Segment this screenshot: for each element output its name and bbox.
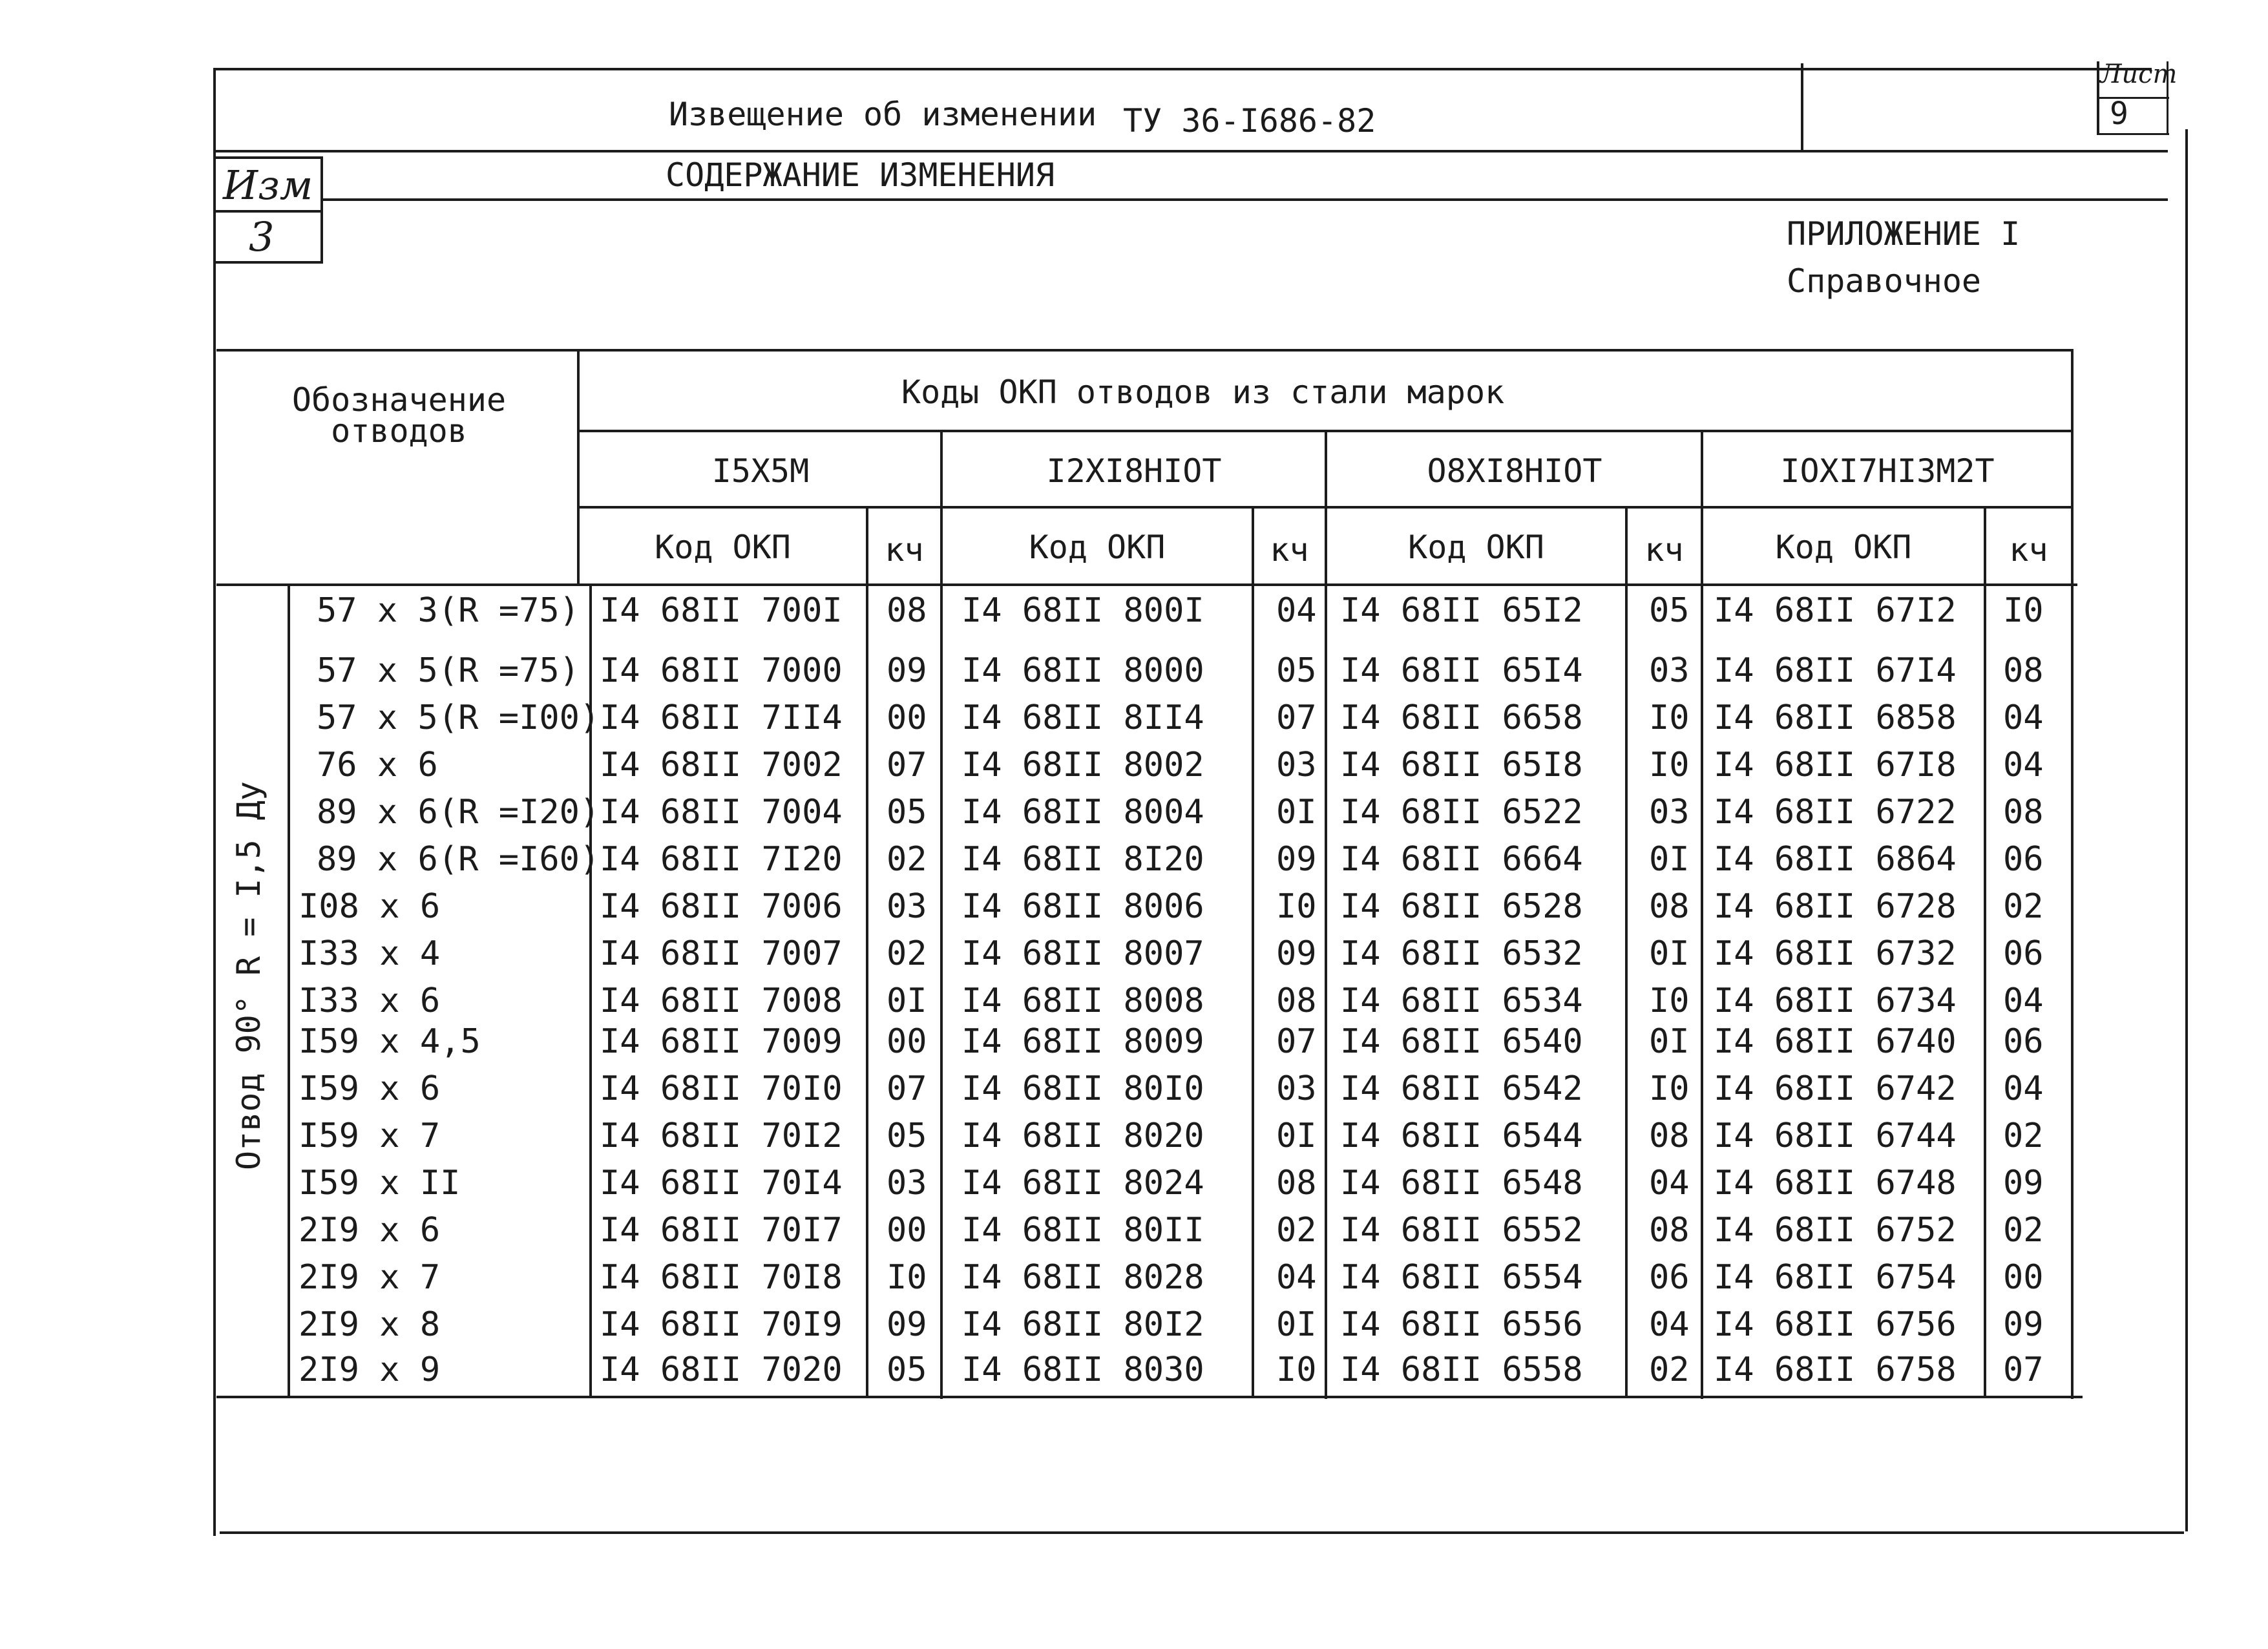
col-line-3 xyxy=(940,430,943,1399)
kch-cell: I0 xyxy=(887,1258,927,1297)
row-designation: 89 x 6(R =I60) xyxy=(317,840,600,879)
okp-code-cell: I4 68II 7007 xyxy=(600,934,843,973)
kch-cell: 08 xyxy=(1649,887,1690,926)
kch-cell: I0 xyxy=(1276,887,1317,926)
kch-cell: 0I xyxy=(1649,1022,1690,1061)
col-line-8 xyxy=(1984,506,1986,1398)
grade-0: I5X5M xyxy=(711,452,810,490)
body-top-line xyxy=(216,583,2077,586)
kch-cell: 0I xyxy=(1276,1117,1317,1155)
row-designation: 57 x 3(R =75) xyxy=(317,591,580,630)
sheet-label: Лист xyxy=(2100,59,2178,89)
sheet-number: 9 xyxy=(2110,96,2128,132)
col-line-6 xyxy=(1625,506,1628,1398)
col-line-5 xyxy=(1325,430,1327,1399)
okp-code-cell: I4 68II 7004 xyxy=(600,793,843,832)
kch-cell: I0 xyxy=(1649,746,1690,784)
kch-cell: 08 xyxy=(2003,651,2044,690)
kch-cell: 07 xyxy=(1276,698,1317,737)
content-title: СОДЕРЖАНИЕ ИЗМЕНЕНИЯ xyxy=(666,156,1055,194)
change-label: Изм xyxy=(223,162,313,209)
change-number: 3 xyxy=(249,213,275,260)
kch-cell: 00 xyxy=(2003,1258,2044,1297)
okp-code-cell: I4 68II 8000 xyxy=(961,651,1204,690)
kch-cell: 08 xyxy=(1649,1211,1690,1250)
kch-cell: I0 xyxy=(2003,591,2044,630)
okp-code-cell: I4 68II 6534 xyxy=(1340,982,1583,1020)
kch-cell: 04 xyxy=(1276,591,1317,630)
kch-cell: 05 xyxy=(1649,591,1690,630)
okp-code-cell: I4 68II 700I xyxy=(600,591,843,630)
sub-code-1: Код ОКП xyxy=(1029,529,1166,566)
okp-code-cell: I4 68II 6758 xyxy=(1714,1350,1957,1389)
kch-cell: 04 xyxy=(2003,1069,2044,1108)
row-designation: 2I9 x 6 xyxy=(299,1211,441,1250)
kch-cell: 05 xyxy=(887,793,927,832)
okp-code-cell: I4 68II 6528 xyxy=(1340,887,1583,926)
okp-code-cell: I4 68II 6540 xyxy=(1340,1022,1583,1061)
okp-code-cell: I4 68II 6754 xyxy=(1714,1258,1957,1297)
kch-cell: I0 xyxy=(1649,1069,1690,1108)
row-designation: I33 x 4 xyxy=(299,934,441,973)
okp-code-cell: I4 68II 6558 xyxy=(1340,1350,1583,1389)
okp-code-cell: I4 68II 800I xyxy=(961,591,1204,630)
okp-code-cell: I4 68II 65I8 xyxy=(1340,746,1583,784)
okp-code-cell: I4 68II 70I7 xyxy=(600,1211,843,1250)
okp-code-cell: I4 68II 8030 xyxy=(961,1350,1204,1389)
table-right-line xyxy=(2071,349,2074,1399)
kch-cell: 04 xyxy=(1649,1305,1690,1344)
kch-cell: 09 xyxy=(1276,934,1317,973)
kch-cell: 09 xyxy=(2003,1305,2044,1344)
okp-code-cell: I4 68II 6554 xyxy=(1340,1258,1583,1297)
row-designation: 89 x 6(R =I20) xyxy=(317,793,600,832)
okp-code-cell: I4 68II 6756 xyxy=(1714,1305,1957,1344)
okp-code-cell: I4 68II 6744 xyxy=(1714,1117,1957,1155)
okp-code-cell: I4 68II 70I4 xyxy=(600,1164,843,1203)
okp-code-cell: I4 68II 6858 xyxy=(1714,698,1957,737)
kch-cell: 05 xyxy=(1276,651,1317,690)
okp-code-cell: I4 68II 6748 xyxy=(1714,1164,1957,1203)
kch-cell: 03 xyxy=(1649,793,1690,832)
okp-code-cell: I4 68II 80II xyxy=(961,1211,1204,1250)
okp-code-cell: I4 68II 65I4 xyxy=(1340,651,1583,690)
col-line-side xyxy=(288,583,290,1398)
okp-code-cell: I4 68II 67I8 xyxy=(1714,746,1957,784)
appendix-subtitle: Справочное xyxy=(1787,262,1982,300)
row-designation: 57 x 5(R =I00) xyxy=(317,698,600,737)
header-designation: Обозначение отводов xyxy=(291,381,507,450)
okp-code-cell: I4 68II 70I9 xyxy=(600,1305,843,1344)
sub-kch-3: кч xyxy=(2009,531,2048,569)
col-line-2 xyxy=(866,506,868,1398)
col-line-4 xyxy=(1252,506,1254,1398)
kch-cell: 09 xyxy=(887,1305,927,1344)
kch-cell: 00 xyxy=(887,1211,927,1250)
table-top-line xyxy=(216,349,2071,352)
okp-code-cell: I4 68II 8002 xyxy=(961,746,1204,784)
okp-code-cell: I4 68II 7002 xyxy=(600,746,843,784)
okp-code-cell: I4 68II 6522 xyxy=(1340,793,1583,832)
row-designation: 76 x 6 xyxy=(317,746,438,784)
kch-cell: I0 xyxy=(1649,698,1690,737)
okp-code-cell: I4 68II 67I2 xyxy=(1714,591,1957,630)
okp-code-cell: I4 68II 80I0 xyxy=(961,1069,1204,1108)
row-designation: 2I9 x 9 xyxy=(299,1350,441,1389)
okp-code-cell: I4 68II 6752 xyxy=(1714,1211,1957,1250)
okp-code-cell: I4 68II 8004 xyxy=(961,793,1204,832)
kch-cell: 00 xyxy=(887,1022,927,1061)
kch-cell: 04 xyxy=(2003,746,2044,784)
kch-cell: 08 xyxy=(1649,1117,1690,1155)
kch-cell: 02 xyxy=(2003,1117,2044,1155)
okp-code-cell: I4 68II 8009 xyxy=(961,1022,1204,1061)
header-codes: Коды ОКП отводов из стали марок xyxy=(901,373,1505,411)
row-designation: I59 x II xyxy=(299,1164,461,1203)
kch-cell: 03 xyxy=(1276,746,1317,784)
row-designation: I33 x 6 xyxy=(299,982,441,1020)
okp-code-cell: I4 68II 7009 xyxy=(600,1022,843,1061)
kch-cell: 06 xyxy=(2003,840,2044,879)
okp-code-cell: I4 68II 6544 xyxy=(1340,1117,1583,1155)
kch-cell: I0 xyxy=(1649,982,1690,1020)
okp-code-cell: I4 68II 8024 xyxy=(961,1164,1204,1203)
kch-cell: 07 xyxy=(887,1069,927,1108)
kch-cell: 07 xyxy=(1276,1022,1317,1061)
okp-code-cell: I4 68II 8020 xyxy=(961,1117,1204,1155)
okp-code-cell: I4 68II 7II4 xyxy=(600,698,843,737)
sub-kch-0: кч xyxy=(885,531,924,569)
okp-code-cell: I4 68II 6552 xyxy=(1340,1211,1583,1250)
okp-code-cell: I4 68II 70I2 xyxy=(600,1117,843,1155)
sub-kch-2: кч xyxy=(1644,531,1684,569)
row-designation: I59 x 7 xyxy=(299,1117,441,1155)
grade-1: I2XI8HIOT xyxy=(1046,452,1222,490)
side-label: Отвод 90° R = I,5 Ду xyxy=(230,781,268,1171)
table-bottom-line xyxy=(216,1396,2083,1398)
kch-cell: 02 xyxy=(2003,1211,2044,1250)
okp-code-cell: I4 68II 8007 xyxy=(961,934,1204,973)
kch-cell: 04 xyxy=(1276,1258,1317,1297)
notice-title: Извещение об изменении xyxy=(669,96,1097,133)
okp-code-cell: I4 68II 7008 xyxy=(600,982,843,1020)
kch-cell: 07 xyxy=(2003,1350,2044,1389)
okp-code-cell: I4 68II 7020 xyxy=(600,1350,843,1389)
kch-cell: 03 xyxy=(1649,651,1690,690)
grade-2: O8XI8HIOT xyxy=(1427,452,1602,490)
okp-code-cell: I4 68II 6742 xyxy=(1714,1069,1957,1108)
row-designation: I08 x 6 xyxy=(299,887,441,926)
okp-code-cell: I4 68II 6548 xyxy=(1340,1164,1583,1203)
okp-code-cell: I4 68II 67I4 xyxy=(1714,651,1957,690)
kch-cell: 05 xyxy=(887,1350,927,1389)
kch-cell: 09 xyxy=(2003,1164,2044,1203)
row-designation: 2I9 x 8 xyxy=(299,1305,441,1344)
kch-cell: 02 xyxy=(887,840,927,879)
okp-code-cell: I4 68II 65I2 xyxy=(1340,591,1583,630)
okp-code-cell: I4 68II 8028 xyxy=(961,1258,1204,1297)
appendix-title: ПРИЛОЖЕНИЕ I xyxy=(1787,215,2021,253)
sub-code-3: Код ОКП xyxy=(1775,529,1912,566)
kch-cell: 03 xyxy=(1276,1069,1317,1108)
okp-code-cell: I4 68II 6542 xyxy=(1340,1069,1583,1108)
row-designation: I59 x 4,5 xyxy=(299,1022,481,1061)
kch-cell: 0I xyxy=(1276,793,1317,832)
okp-code-cell: I4 68II 6532 xyxy=(1340,934,1583,973)
kch-cell: 0I xyxy=(887,982,927,1020)
okp-code-cell: I4 68II 70I0 xyxy=(600,1069,843,1108)
okp-code-cell: I4 68II 7000 xyxy=(600,651,843,690)
okp-code-cell: I4 68II 6732 xyxy=(1714,934,1957,973)
okp-code-cell: I4 68II 7I20 xyxy=(600,840,843,879)
kch-cell: 02 xyxy=(1276,1211,1317,1250)
okp-code-cell: I4 68II 6658 xyxy=(1340,698,1583,737)
kch-cell: 03 xyxy=(887,887,927,926)
kch-cell: 08 xyxy=(2003,793,2044,832)
kch-cell: 02 xyxy=(2003,887,2044,926)
grade-3: IOXI7HI3M2T xyxy=(1780,452,1995,490)
kch-cell: 09 xyxy=(1276,840,1317,879)
kch-cell: 06 xyxy=(1649,1258,1690,1297)
row-designation: 57 x 5(R =75) xyxy=(317,651,580,690)
okp-code-cell: I4 68II 8II4 xyxy=(961,698,1204,737)
kch-cell: 0I xyxy=(1649,934,1690,973)
okp-code-cell: I4 68II 8006 xyxy=(961,887,1204,926)
sub-kch-1: кч xyxy=(1270,531,1309,569)
col-line-7 xyxy=(1701,430,1703,1399)
okp-code-cell: I4 68II 6864 xyxy=(1714,840,1957,879)
okp-code-cell: I4 68II 6664 xyxy=(1340,840,1583,879)
kch-cell: 08 xyxy=(1276,1164,1317,1203)
kch-cell: 0I xyxy=(1276,1305,1317,1344)
sub-code-0: Код ОКП xyxy=(655,529,791,566)
kch-cell: 07 xyxy=(887,746,927,784)
row-designation: I59 x 6 xyxy=(299,1069,441,1108)
okp-code-cell: I4 68II 80I2 xyxy=(961,1305,1204,1344)
kch-cell: 03 xyxy=(887,1164,927,1203)
sub-code-2: Код ОКП xyxy=(1408,529,1544,566)
kch-cell: 08 xyxy=(1276,982,1317,1020)
okp-code-cell: I4 68II 7006 xyxy=(600,887,843,926)
kch-cell: 04 xyxy=(2003,698,2044,737)
kch-cell: 06 xyxy=(2003,934,2044,973)
kch-cell: I0 xyxy=(1276,1350,1317,1389)
okp-code-cell: I4 68II 70I8 xyxy=(600,1258,843,1297)
okp-code-cell: I4 68II 8008 xyxy=(961,982,1204,1020)
kch-cell: 0I xyxy=(1649,840,1690,879)
okp-code-cell: I4 68II 6728 xyxy=(1714,887,1957,926)
kch-cell: 04 xyxy=(2003,982,2044,1020)
okp-code-cell: I4 68II 8I20 xyxy=(961,840,1204,879)
okp-code-cell: I4 68II 6734 xyxy=(1714,982,1957,1020)
kch-cell: 08 xyxy=(887,591,927,630)
kch-cell: 04 xyxy=(1649,1164,1690,1203)
kch-cell: 05 xyxy=(887,1117,927,1155)
okp-code-cell: I4 68II 6722 xyxy=(1714,793,1957,832)
kch-cell: 02 xyxy=(1649,1350,1690,1389)
row-designation: 2I9 x 7 xyxy=(299,1258,441,1297)
kch-cell: 06 xyxy=(2003,1022,2044,1061)
kch-cell: 00 xyxy=(887,698,927,737)
kch-cell: 02 xyxy=(887,934,927,973)
doc-number: ТУ 36-I686-82 xyxy=(1123,102,1376,140)
okp-code-cell: I4 68II 6740 xyxy=(1714,1022,1957,1061)
kch-cell: 09 xyxy=(887,651,927,690)
okp-code-cell: I4 68II 6556 xyxy=(1340,1305,1583,1344)
